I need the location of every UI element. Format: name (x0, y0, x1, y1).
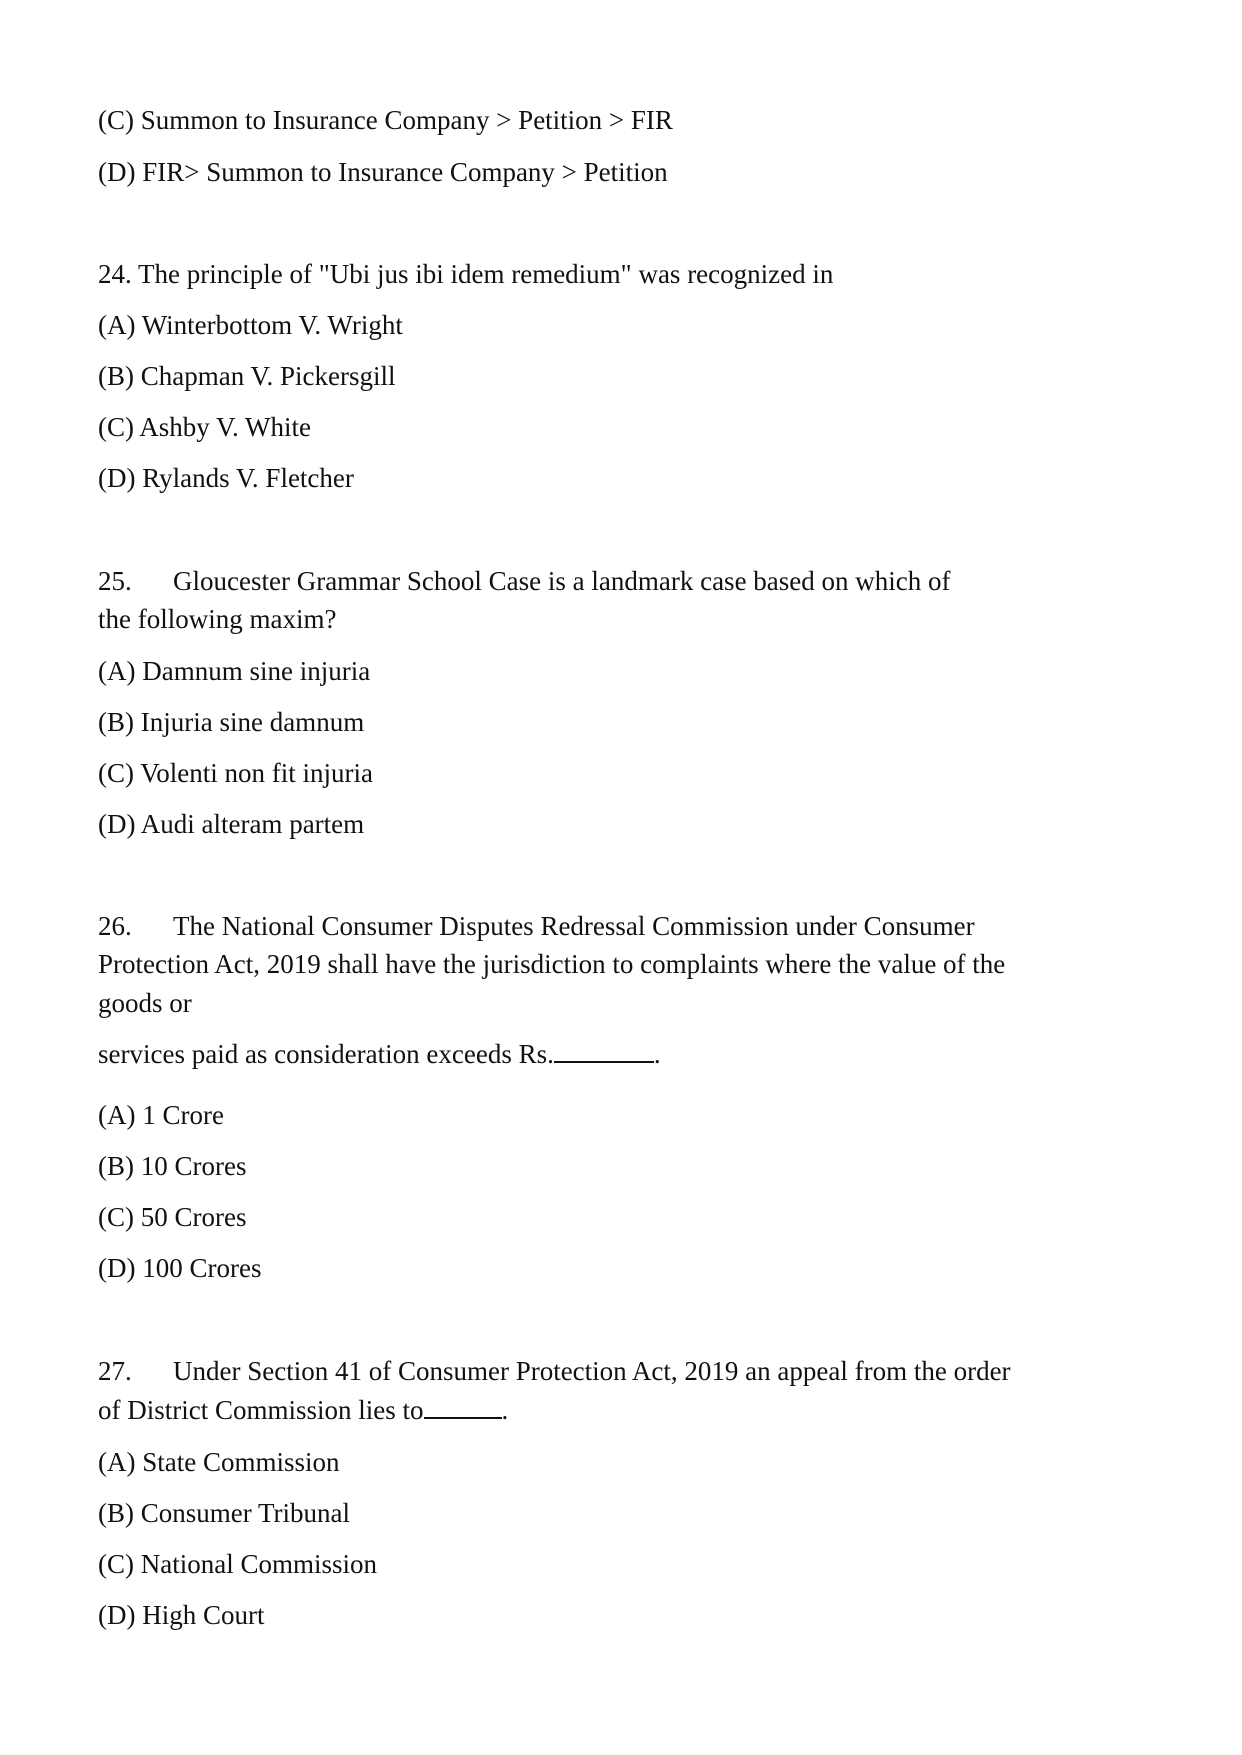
question-25-stem-line-1 (98, 562, 951, 600)
question-26-option-b: (B) 10 Crores (98, 1151, 247, 1181)
question-25-text-line-1: Gloucester Grammar School Case is a landmark case based on which of (173, 566, 951, 596)
question-25-option-c: (C) Volenti non fit injuria (98, 758, 373, 788)
option-d-carryover: (D) FIR> Summon to Insurance Company > Petition (98, 157, 668, 187)
question-24-option-d: (D) Rylands V. Fletcher (98, 463, 354, 493)
question-26-text-line-4 (98, 1035, 661, 1073)
question-25-option-d: (D) Audi alteram partem (98, 809, 365, 839)
option-c-carryover: (C) Summon to Insurance Company > Petition > FIR (98, 105, 673, 135)
question-26-text-line-4-text: services paid as consideration exceeds Rs. (98, 1039, 554, 1069)
question-27-text-line-2-text: of District Commission lies to (98, 1395, 424, 1425)
question-25-text-line-2: the following maxim? (98, 604, 337, 634)
question-26-stem-line-1 (98, 907, 975, 945)
question-27-option-c: (C) National Commission (98, 1549, 377, 1579)
question-24-option-a: (A) Winterbottom V. Wright (98, 310, 403, 340)
question-27-stem-line-1 (98, 1352, 1011, 1390)
question-26-text-line-1: The National Consumer Disputes Redressal Commission under Consumer (173, 911, 975, 941)
question-26-option-d: (D) 100 Crores (98, 1253, 262, 1283)
question-24-number: 24. (98, 259, 132, 289)
question-25-option-a: (A) Damnum sine injuria (98, 656, 371, 686)
question-27-text-line-2 (98, 1391, 508, 1429)
question-27-option-b: (B) Consumer Tribunal (98, 1498, 351, 1528)
question-27-end-punct: . (501, 1395, 509, 1425)
question-24-option-b: (B) Chapman V. Pickersgill (98, 361, 396, 391)
question-27-option-a: (A) State Commission (98, 1447, 340, 1477)
question-24-stem (98, 255, 833, 293)
question-24-text: The principle of "Ubi jus ibi idem remedium" was recognized in (138, 259, 834, 289)
question-26-option-a: (A) 1 Crore (98, 1100, 224, 1130)
question-26-text-line-3: goods or (98, 988, 192, 1018)
question-27-option-d: (D) High Court (98, 1600, 265, 1630)
question-26-end-punct: . (653, 1039, 661, 1069)
question-27-text-line-1: Under Section 41 of Consumer Protection Act, 2019 an appeal from the order (173, 1356, 1011, 1386)
question-27-number: 27. (98, 1356, 132, 1386)
answer-blank (424, 1391, 502, 1419)
answer-blank (554, 1035, 654, 1063)
question-25-option-b: (B) Injuria sine damnum (98, 707, 365, 737)
question-24-option-c: (C) Ashby V. White (98, 412, 312, 442)
question-25-number: 25. (98, 566, 132, 596)
question-26-option-c: (C) 50 Crores (98, 1202, 247, 1232)
question-26-text-line-2: Protection Act, 2019 shall have the jurisdiction to complaints where the value of the (98, 949, 1006, 979)
question-26-number: 26. (98, 911, 132, 941)
